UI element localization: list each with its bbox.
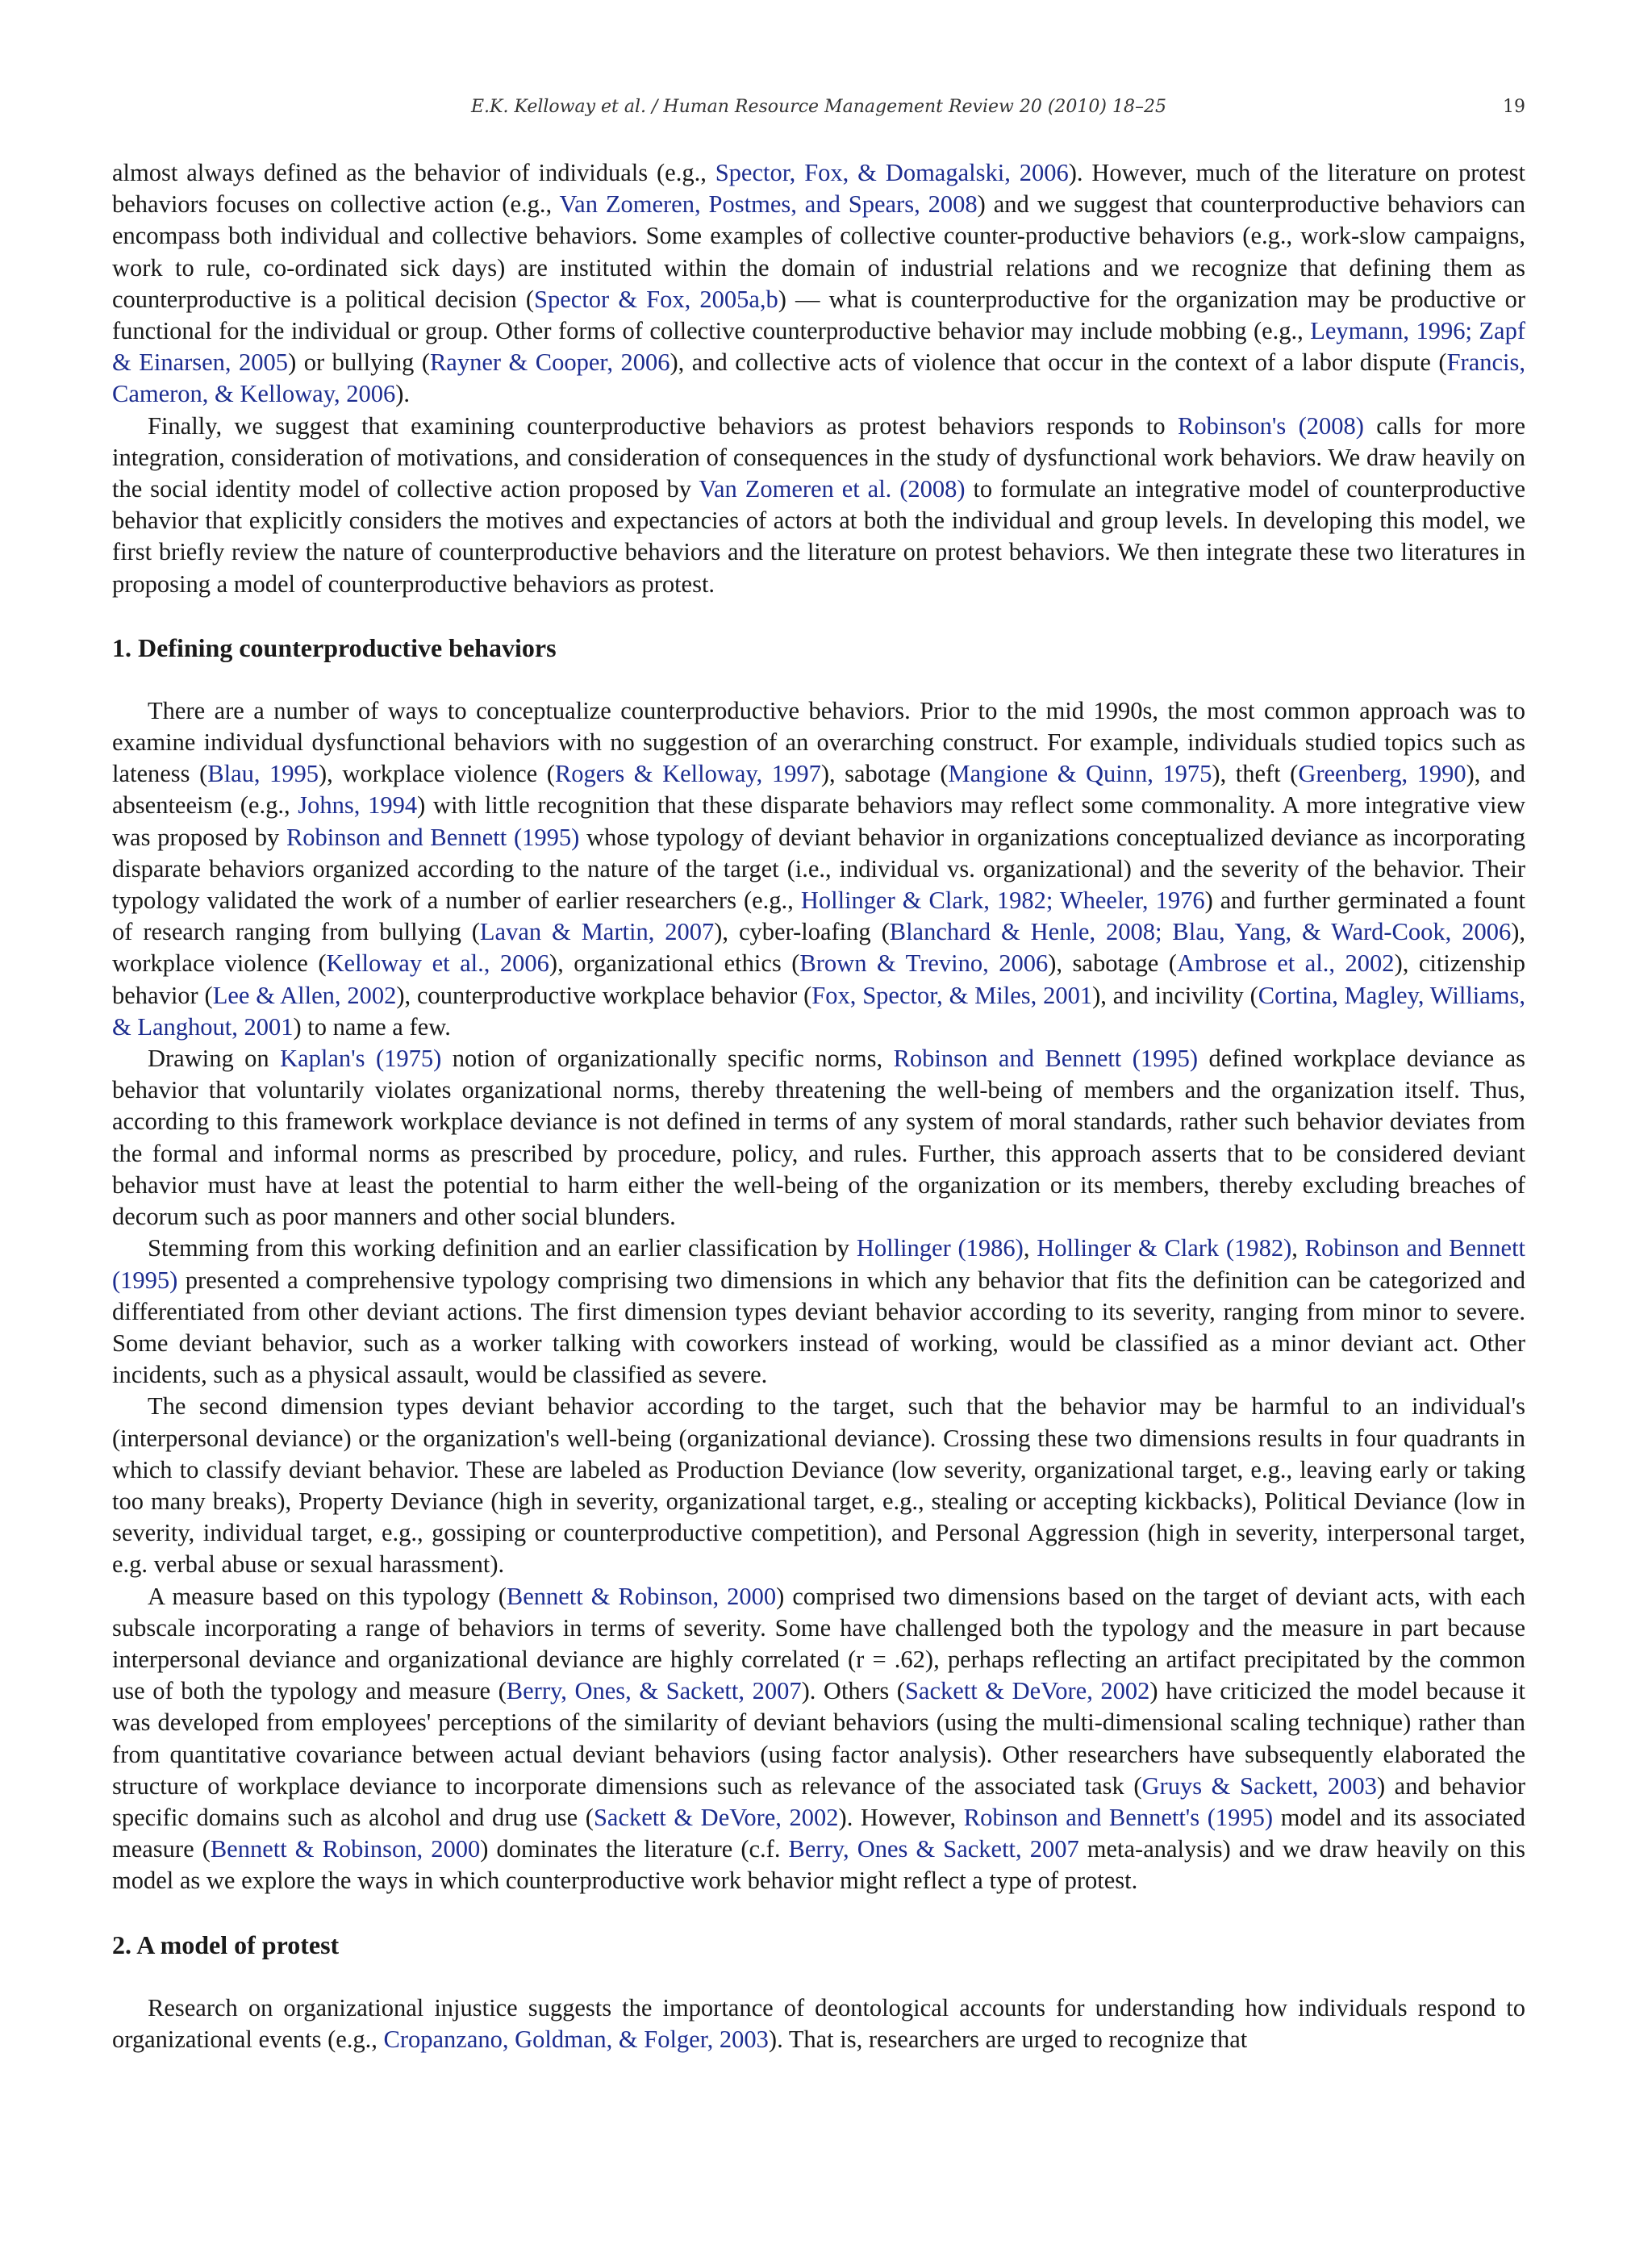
text: ) and behavior specific domains such as alcohol and drug use ( bbox=[112, 1771, 1525, 1831]
citation-link[interactable]: Robinson's (2008) bbox=[1177, 411, 1364, 440]
page-number: 19 bbox=[1503, 97, 1525, 117]
citation-link[interactable]: Blau, 1995 bbox=[207, 760, 319, 788]
citation-link[interactable]: Spector, Fox, & Domagalski, 2006 bbox=[715, 159, 1069, 186]
text: ). However, much of the literature on protest behaviors focuses on collective action (e.g., bbox=[112, 159, 1525, 219]
text: ), cyber-loafing ( bbox=[714, 918, 890, 946]
citation-link[interactable]: Greenberg, 1990 bbox=[1298, 760, 1466, 788]
text: ). bbox=[395, 380, 411, 408]
text: ) comprised two dimensions based on the target of deviant acts, with each subscale incorporating a range of behaviors in terms of severity. Some have challenged both the typology and the measure in part because interpersonal deviance and organizational deviance are highly correlated (r = .62), perhaps reflecting an artifact precipitated by the common use of both the typology and measure ( bbox=[112, 1582, 1526, 1705]
citation-link[interactable]: Hollinger & Clark, 1982; Wheeler, 1976 bbox=[800, 887, 1205, 915]
text: calls for more integration, consideration of motivations, and consideration of consequences in the study of dysfunctional work behaviors. We draw heavily on the social identity model of collective action proposed by bbox=[112, 411, 1525, 503]
text: notion of organizationally specific norms, bbox=[441, 1045, 894, 1073]
citation-link[interactable]: Lee & Allen, 2002 bbox=[212, 981, 397, 1009]
citation-link[interactable]: Sackett & DeVore, 2002 bbox=[904, 1677, 1150, 1705]
citation-link[interactable]: Bennett & Robinson, 2000 bbox=[506, 1582, 777, 1610]
paragraph-7 bbox=[112, 1581, 1525, 1897]
running-title: E.K. Kelloway et al. / Human Resource Management Review 20 (2010) 18–25 bbox=[471, 97, 1166, 117]
paragraph-8 bbox=[112, 1992, 1525, 2055]
paragraph-3 bbox=[112, 695, 1525, 1043]
text: Drawing on bbox=[148, 1045, 281, 1073]
citation-link[interactable]: Hollinger (1986) bbox=[856, 1234, 1024, 1262]
text: Stemming from this working definition and an earlier classification by bbox=[148, 1234, 857, 1262]
text: ) and further germinated a fount of research ranging from bullying ( bbox=[112, 887, 1525, 946]
text: meta-analysis) and we draw heavily on this model as we explore the ways in which counterproductive work behavior might reflect a type of protest. bbox=[112, 1835, 1525, 1895]
section-heading: 2. A model of protest bbox=[112, 1930, 340, 1959]
citation-link[interactable]: Rayner & Cooper, 2006 bbox=[429, 348, 670, 377]
section-heading: 1. Defining counterproductive behaviors bbox=[112, 632, 557, 662]
citation-link[interactable]: Robinson and Bennett's (1995) bbox=[963, 1803, 1274, 1831]
citation-link[interactable]: Van Zomeren, Postmes, and Spears, 2008 bbox=[559, 190, 978, 219]
citation-link[interactable]: Robinson and Bennett (1995) bbox=[112, 1234, 1526, 1294]
text: ) to name a few. bbox=[293, 1012, 451, 1041]
text: ), theft ( bbox=[1212, 760, 1299, 788]
text: presented a comprehensive typology comprising two dimensions in which any behavior that fits the definition can be categorized and differentiated from other deviant actions. The first dimension types deviant behavior according to its severity, ranging from minor to severe. Some deviant behavior, such as a worker talking with coworkers instead of working, would be classified as a minor deviant act. Other incidents, such as a physical assault, would be classified as severe. bbox=[112, 1266, 1525, 1389]
text: The second dimension types deviant behavior according to the target, such that the behavior may be harmful to an individual's (interpersonal deviance) or the organization's well-being (organizational deviance). Crossing these two dimensions results in four quadrants in which to classify deviant behavior. These are labeled as Production Deviance (low severity, organizational target, e.g., leaving early or taking too many breaks), Property Deviance (high in severity, organizational target, e.g., stealing or accepting kickbacks), Political Deviance (low in severity, individual target, e.g., gossiping or counterproductive competition), and Personal Aggression (high in severity, interpersonal target, e.g. verbal abuse or sexual harassment). bbox=[112, 1392, 1525, 1579]
citation-link[interactable]: Cropanzano, Goldman, & Folger, 2003 bbox=[383, 2025, 769, 2053]
paragraph-2 bbox=[112, 411, 1525, 600]
text: ), counterproductive workplace behavior ( bbox=[396, 981, 812, 1009]
citation-link[interactable]: Sackett & DeVore, 2002 bbox=[593, 1803, 839, 1831]
text: A measure based on this typology ( bbox=[148, 1582, 507, 1610]
text: to formulate an integrative model of counterproductive behavior that explicitly considers the motives and expectancies of actors at both the individual and group levels. In developing this model, we first briefly review the nature of counterproductive behaviors and the literature on protest behaviors. We then integrate these two literatures in proposing a model of counterproductive behaviors as protest. bbox=[112, 475, 1525, 598]
citation-link[interactable]: Gruys & Sackett, 2003 bbox=[1141, 1771, 1377, 1800]
text: ), and incivility ( bbox=[1092, 981, 1258, 1009]
citation-link[interactable]: Brown & Trevino, 2006 bbox=[799, 949, 1049, 978]
citation-link[interactable]: Kelloway et al., 2006 bbox=[326, 949, 549, 978]
text: defined workplace deviance as behavior that voluntarily violates organizational norms, thereby threatening the well-being of members and the organization itself. Thus, according to this framework workplace deviance is not defined in terms of any system of moral standards, rather such behavior deviates from the formal and informal norms as prescribed by procedure, policy, and rules. Further, this approach asserts that to be considered deviant behavior must have at least the potential to harm either the well-being of the organization or its members, thereby excluding breaches of decorum such as poor manners and other social blunders. bbox=[112, 1045, 1525, 1231]
citation-link[interactable]: Ambrose et al., 2002 bbox=[1176, 949, 1395, 978]
citation-link[interactable]: Cortina, Magley, Williams, & Langhout, 2001 bbox=[112, 981, 1525, 1041]
text: whose typology of deviant behavior in organizations conceptualized deviance as incorporating disparate behaviors organized according to the nature of the target (i.e., individual vs. organizational) and the severity of the behavior. Their typology validated the work of a number of earlier researchers (e.g., bbox=[112, 823, 1526, 915]
text: Research on organizational injustice suggests the importance of deontological accounts for understanding how individuals respond to organizational events (e.g., bbox=[112, 1993, 1525, 2053]
citation-link[interactable]: Berry, Ones, & Sackett, 2007 bbox=[506, 1677, 802, 1705]
text: ) have criticized the model because it was developed from employees' perceptions of the similarity of deviant behaviors (using the multi-dimensional scaling technique) rather than from quantitative covariance between actual deviant behaviors (using factor analysis). Other researchers have subsequently elaborated the structure of workplace deviance to incorporate dimensions such as relevance of the associated task ( bbox=[112, 1677, 1525, 1800]
citation-link[interactable]: Lavan & Martin, 2007 bbox=[479, 918, 715, 946]
text: Finally, we suggest that examining counterproductive behaviors as protest behaviors responds to bbox=[148, 411, 1178, 440]
citation-link[interactable]: Fox, Spector, & Miles, 2001 bbox=[811, 981, 1093, 1009]
citation-link[interactable]: Hollinger & Clark (1982) bbox=[1037, 1234, 1292, 1262]
text: ) with little recognition that these disparate behaviors may reflect some commonality. A more integrative view was proposed by bbox=[112, 791, 1526, 851]
text: ). However, bbox=[838, 1803, 964, 1831]
citation-link[interactable]: Kaplan's (1975) bbox=[280, 1045, 442, 1073]
citation-link[interactable]: Bennett & Robinson, 2000 bbox=[210, 1835, 481, 1863]
paragraph-5 bbox=[112, 1233, 1525, 1391]
citation-link[interactable]: Blanchard & Henle, 2008; Blau, Yang, & Ward-Cook, 2006 bbox=[889, 918, 1512, 946]
text: ) and we suggest that counterproductive behaviors can encompass both individual and collective behaviors. Some examples of collective counter-productive behaviors (e.g., work-slow campaigns, work to rule, co-ordinated sick days) are instituted within the domain of industrial relations and we recognize that defining them as counterproductive is a political decision ( bbox=[112, 190, 1525, 313]
text: ) or bullying ( bbox=[288, 348, 430, 377]
citation-link[interactable]: Mangione & Quinn, 1975 bbox=[948, 760, 1212, 788]
citation-link[interactable]: Berry, Ones & Sackett, 2007 bbox=[788, 1835, 1079, 1863]
paragraph-6 bbox=[112, 1391, 1525, 1580]
text: ), citizenship behavior ( bbox=[112, 949, 1525, 1009]
text: , bbox=[1291, 1234, 1305, 1262]
paragraph-1 bbox=[112, 157, 1525, 411]
citation-link[interactable]: Rogers & Kelloway, 1997 bbox=[554, 760, 821, 788]
paragraph-4 bbox=[112, 1043, 1525, 1233]
text: ), sabotage ( bbox=[820, 760, 949, 788]
running-header bbox=[112, 97, 1525, 129]
text: almost always defined as the behavior of individuals (e.g., bbox=[112, 159, 715, 186]
citation-link[interactable]: Van Zomeren et al. (2008) bbox=[699, 475, 966, 503]
citation-link[interactable]: Robinson and Bennett (1995) bbox=[893, 1045, 1199, 1073]
text: There are a number of ways to conceptualize counterproductive behaviors. Prior to the mid 1990s, the most common approach was to examine individual dysfunctional behaviors with no suggestion of an overarching construct. For example, individuals studied topics such as lateness ( bbox=[112, 696, 1525, 788]
article-body bbox=[112, 157, 1525, 2055]
text: ). Others ( bbox=[801, 1677, 905, 1705]
citation-link[interactable]: Leymann, 1996; Zapf & Einarsen, 2005 bbox=[112, 317, 1526, 377]
text: ) dominates the literature (c.f. bbox=[480, 1835, 789, 1863]
citation-link[interactable]: Robinson and Bennett (1995) bbox=[286, 823, 580, 851]
citation-link[interactable]: Spector & Fox, 2005a,b bbox=[534, 285, 778, 313]
citation-link[interactable]: Francis, Cameron, & Kelloway, 2006 bbox=[112, 348, 1525, 408]
text: ), and collective acts of violence that occur in the context of a labor dispute ( bbox=[670, 348, 1447, 377]
text: ), and absenteeism (e.g., bbox=[112, 760, 1525, 820]
text: ), organizational ethics ( bbox=[549, 949, 800, 978]
citation-link[interactable]: Johns, 1994 bbox=[298, 791, 418, 820]
text: ), workplace violence ( bbox=[319, 760, 555, 788]
text: , bbox=[1023, 1234, 1037, 1262]
text: ), sabotage ( bbox=[1048, 949, 1177, 978]
text: ). That is, researchers are urged to recognize that bbox=[768, 2025, 1248, 2053]
text: model and its associated measure ( bbox=[112, 1803, 1525, 1863]
text: ), workplace violence ( bbox=[112, 918, 1525, 978]
text: ) — what is counterproductive for the organization may be productive or functional for the individual or group. Other forms of collective counterproductive behavior may include mobbing (e.g., bbox=[112, 285, 1525, 345]
